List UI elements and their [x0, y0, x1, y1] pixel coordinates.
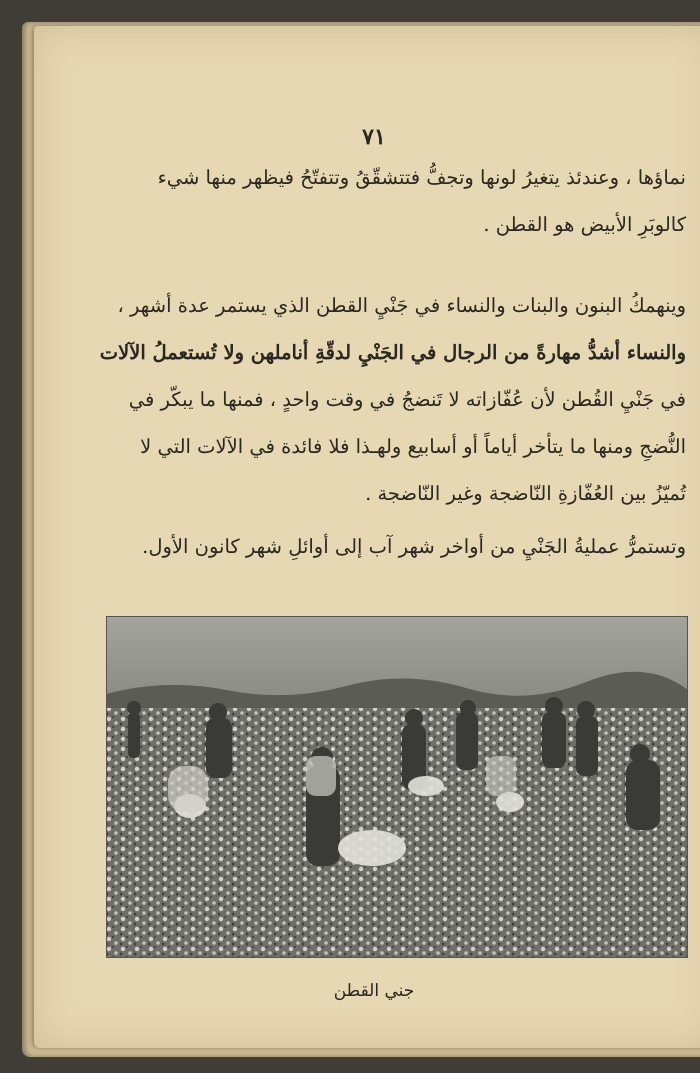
cotton-field-illustration	[106, 616, 688, 958]
paragraph-1-line-2: كالوبَرِ الأبيض هو القطن .	[483, 213, 686, 236]
page-number: ٧١	[362, 124, 386, 150]
cotton-picking-photo	[106, 616, 688, 958]
paragraph-2-line-3: في جَنْيِ القُطن لأن عُفّازاته لا تَنضجُ في وقت واحدٍ ، فمنها ما يبكّر في	[128, 388, 686, 411]
paragraph-2-line-5: تُميّزُ بين العُفّازةِ النّاضجة وغير النّاضجة .	[365, 482, 686, 505]
paragraph-3-line-1: وتستمرُّ عمليةُ الجَنْيِ من أواخر شهر آب إلى أوائلِ شهر كانون الأول.	[142, 535, 686, 558]
book-page	[34, 26, 700, 1048]
paragraph-2-line-1: وينهمكُ البنون والبنات والنساء في جَنْيِ القطن الذي يستمر عدة أشهر ،	[117, 294, 686, 317]
photo-caption: جني القطن	[333, 981, 415, 1001]
paragraph-2	[94, 282, 686, 517]
paragraph-2-line-4: النُّضجِ ومنها ما يتأخر أياماً أو أسابيع ولهـذا فلا فائدة في الآلات التي لا	[140, 435, 686, 458]
paragraph-1-line-1: نماؤها ، وعندئذ يتغيرُ لونها وتجفُّ فتتشقّقُ وتتفتّحُ فيظهر منها شيء	[157, 166, 686, 189]
paragraph-1	[94, 154, 686, 248]
paragraph-2-line-2: والنساء أشدُّ مهارةً من الرجال في الجَنْيِ لدقّةِ أناملهن ولا تُستعملُ الآلات	[99, 341, 686, 364]
paragraph-3	[94, 523, 686, 570]
